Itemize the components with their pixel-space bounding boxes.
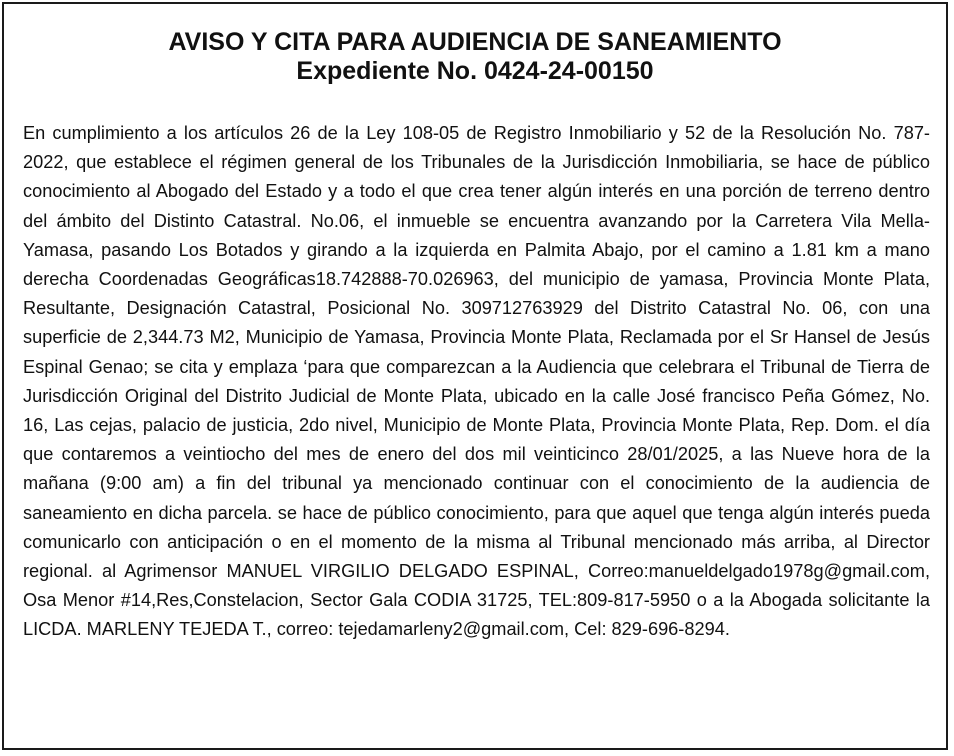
notice-body: En cumplimiento a los artículos 26 de la Ley 108-05 de Registro Inmobiliario y 52 de la Resolución No. 787-2022, que establece el régimen general de los Tribunales de la Jurisdicción Inmobiliaria, se hace de público conocimiento al Abogado del Estado y a todo el que crea tener algún interés en una porción de terreno dentro del ámbito del Distinto Catastral. No.06, el inmueble se encuentra avanzando por la Carretera Vila Mella-Yamasa, pasando Los Botados y girando a la izquierda en Palmita Abajo, por el camino a 1.81 km a mano derecha Coordenadas Geográficas18.742888-70.026963, del municipio de yamasa, Provincia Monte Plata, Resultante, Designación Catastral, Posicional No. 309712763929 del Distrito Catastral No. 06, con una superficie de 2,344.73 M2, Municipio de Yamasa, Provincia Monte Plata, Reclamada por el Sr Hansel de Jesús Espinal Genao; se cita y emplaza ‘para que comparezcan a la Audiencia que celebrara el Tribunal de Tierra de Jurisdicción Original del Distrito Judicial de Monte Plata, ubicado en la calle José francisco Peña Gómez, No. 16, Las cejas, palacio de justicia, 2do nivel, Municipio de Monte Plata, Provincia Monte Plata, Rep. Dom. el día que contaremos a veintiocho del mes de enero del dos mil veinticinco 28/01/2025, a las Nueve hora de la mañana (9:00 am) a fin del tribunal ya mencionado continuar con el conocimiento de la audiencia de saneamiento en dicha parcela. se hace de público conocimiento, para que aquel que tenga algún interés pueda comunicarlo con anticipación o en el momento de la misma al Tribunal mencionado más arriba, al Director regional. al Agrimensor MANUEL VIRGILIO DELGADO ESPINAL, Correo:manueldelgado1978g@gmail.com, Osa Menor #14,Res,Constelacion, Sector Gala CODIA 31725, TEL:809-817-5950 o a la Abogada solicitante la LICDA. MARLENY TEJEDA T., correo: tejedamarleny2@gmail.com, Cel: 829-696-8294.: [23, 123, 930, 640]
notice-title: AVISO Y CITA PARA AUDIENCIA DE SANEAMIENTO: [168, 28, 782, 56]
case-number: Expediente No. 0424-24-00150: [296, 57, 654, 85]
notice-frame: [2, 2, 948, 750]
